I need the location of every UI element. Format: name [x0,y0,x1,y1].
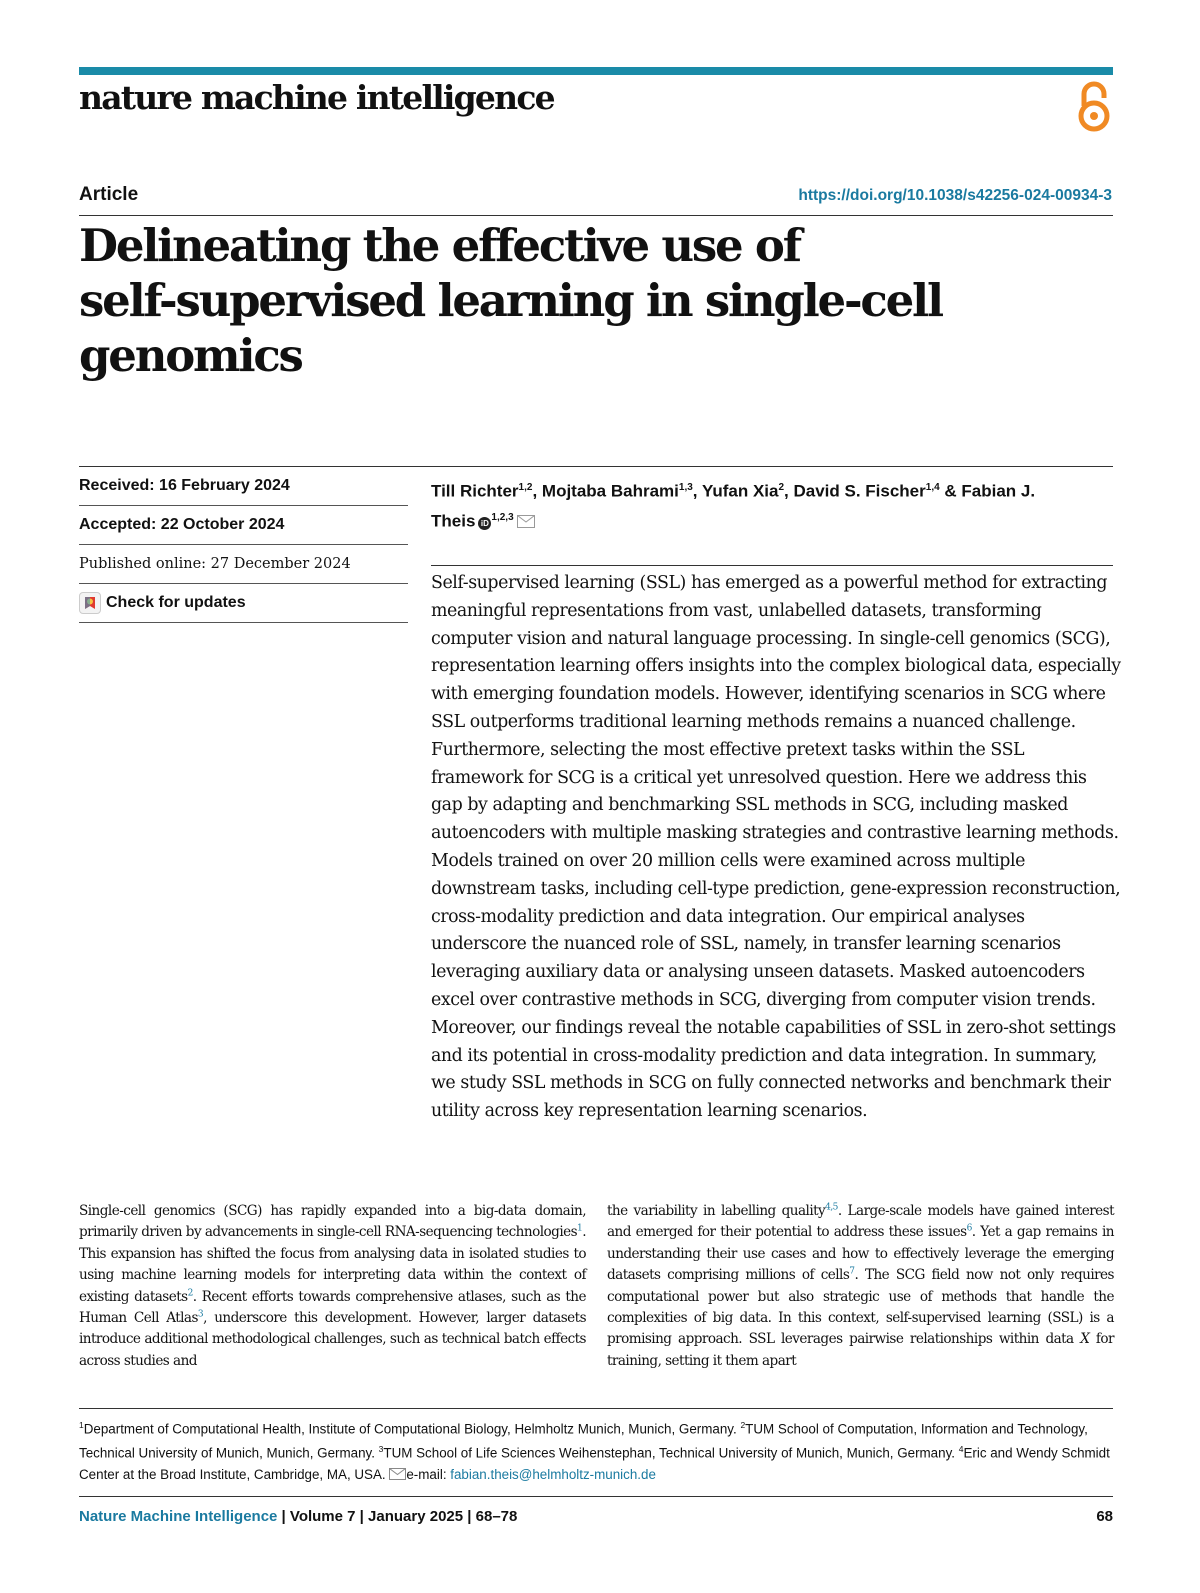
footer-citation: | Volume 7 | January 2025 | 68–78 [277,1508,518,1525]
article-title [79,218,1079,383]
abstract: Self-supervised learning (SSL) has emerged as a powerful method for extracting meaningful representations from vast, unlabelled datasets, transforming computer vision and natural language processing. In single-cell genomics (SCG), representation learning offers insights into the complex biological data, especially with emerging foundation models. However, identifying scenarios in SCG where SSL outperforms traditional learning methods remains a nuanced challenge. Furthermore, selecting the most effective pretext tasks within the SSL framework for SCG is a critical yet unresolved question. Here we address this gap by adapting and benchmarking SSL methods in SCG, including masked autoencoders with multiple masking strategies and contrastive learning methods. Models trained on over 20 million cells were examined across multiple downstream tasks, including cell-type prediction, gene-expression reconstruction, cross-modality prediction and data integration. Our empirical analyses underscore the nuanced role of SSL, namely, in transfer learning scenarios leveraging auxiliary data or analysing unseen datasets. Masked autoencoders excel over contrastive methods in SCG, diverging from computer vision trends. Moreover, our findings reveal the notable capabilities of SSL in zero-shot settings and its potential in cross-modality prediction and data integration. In summary, we study SSL methods in SCG on fully connected networks and benchmark their utility across key representation learning scenarios. [431,573,1121,1122]
title-line: Delineating the effective use of [79,219,800,272]
divider [79,1408,1113,1409]
published-date: Published online: 27 December 2024 [79,545,408,584]
citation-link[interactable]: 1 [577,1223,583,1234]
check-updates-icon [79,592,101,614]
open-access-icon [1074,80,1114,134]
email-icon [389,1468,406,1480]
body-text: . Yet a gap remains in understanding their use cases and how to effectively leverage the emerging datasets comprising millions of cells [607,1224,1114,1284]
accepted-date: Accepted: 22 October 2024 [79,506,408,545]
page-number: 68 [1096,1508,1113,1525]
footer-journal-link[interactable]: Nature Machine Intelligence [79,1508,278,1525]
page-footer [79,1508,517,1525]
email-icon[interactable] [517,515,535,528]
author-affiliation: 2 [778,482,785,493]
check-for-updates-button[interactable] [79,584,408,623]
body-text: . Large-scale models have gained interest and emerged for their potential to address these issues [607,1203,1114,1241]
journal-name: nature machine intelligence [79,78,554,117]
body-text-right-column [607,1201,1114,1372]
body-text: . Recent efforts towards comprehensive atlases, such as the Human Cell Atlas [79,1288,587,1327]
math-variable: X [1080,1331,1090,1348]
author-separator: & [939,481,962,501]
check-updates-label: Check for updates [106,594,246,611]
email-link[interactable]: fabian.theis@helmholtz-munich.de [450,1466,656,1482]
received-date: Received: 16 February 2024 [79,467,408,506]
title-line: genomics [79,329,302,382]
author-separator: , [692,481,702,501]
divider [79,215,1113,216]
title-line: self-supervised learning in single-cell [79,274,942,327]
affiliation-text: TUM School of Computation, Information and Technology, Technical University of Munich, Munich, Germany. [79,1421,1088,1461]
author-list [431,475,1071,534]
author-affiliation: 1,2 [518,482,533,493]
body-text: for training, setting it them apart [607,1331,1114,1369]
body-text: Single-cell genomics (SCG) has rapidly expanded into a big-data domain, primarily driven by advancements in single-cell RNA-sequencing technologies [79,1203,586,1241]
citation-link[interactable]: 6 [966,1223,972,1234]
author-affiliation: 1,4 [925,482,940,493]
affiliations [79,1415,1119,1485]
affiliation-text: Department of Computational Health, Institute of Computational Biology, Helmholtz Munich, Munich, Germany. [83,1421,741,1437]
author-name[interactable]: Till Richter [431,481,519,501]
author-name[interactable]: Fabian J. Theis [431,481,1036,531]
article-type: Article [79,184,139,205]
citation-link[interactable]: 4,5 [825,1202,838,1213]
body-text: the variability in labelling quality [607,1203,826,1219]
header-accent-bar [79,67,1113,75]
citation-link[interactable]: 7 [849,1266,855,1277]
affiliation-number: 1 [79,1420,84,1430]
body-text: , underscore this development. However, larger datasets introduce additional methodological challenges, such as technical batch effects across studies and [79,1310,586,1369]
body-text: . This expansion has shifted the focus from analysing data in isolated studies to using machine learning models for interpreting data within the context of existing datasets [79,1224,586,1305]
affiliation-text: TUM School of Life Sciences Weihenstephan, Technical University of Munich, Munich, Germany. [383,1445,959,1461]
citation-link[interactable]: 3 [197,1309,204,1320]
divider [431,565,1113,566]
author-affiliation: 1,2,3 [491,511,514,523]
author-name[interactable]: David S. Fischer [793,481,926,501]
affiliation-number: 4 [958,1444,964,1455]
orcid-icon[interactable]: iD [478,517,491,530]
author-name[interactable]: Yufan Xia [701,481,779,501]
article-history [79,467,408,623]
affiliation-number: 3 [378,1444,384,1455]
divider [79,1496,1113,1497]
doi-link[interactable]: https://doi.org/10.1038/s42256-024-00934-3 [798,187,1112,204]
body-text-left-column [79,1201,586,1372]
author-affiliation: 1,3 [678,482,693,493]
author-name[interactable]: Mojtaba Bahrami [541,481,679,501]
body-text: . The SCG field now not only requires computational power but also strategic use of methods that handle the complexities of big data. In this context, self-supervised learning (SSL) is a promising approach. SSL leverages pairwise relationships within data [607,1267,1114,1348]
email-label: e-mail: [406,1466,451,1482]
citation-link[interactable]: 2 [187,1288,193,1299]
author-separator: , [532,481,542,501]
affiliation-number: 2 [740,1420,746,1430]
author-separator: , [784,481,794,501]
affiliation-text: Eric and Wendy Schmidt Center at the Broad Institute, Cambridge, MA, USA. [79,1445,1110,1482]
